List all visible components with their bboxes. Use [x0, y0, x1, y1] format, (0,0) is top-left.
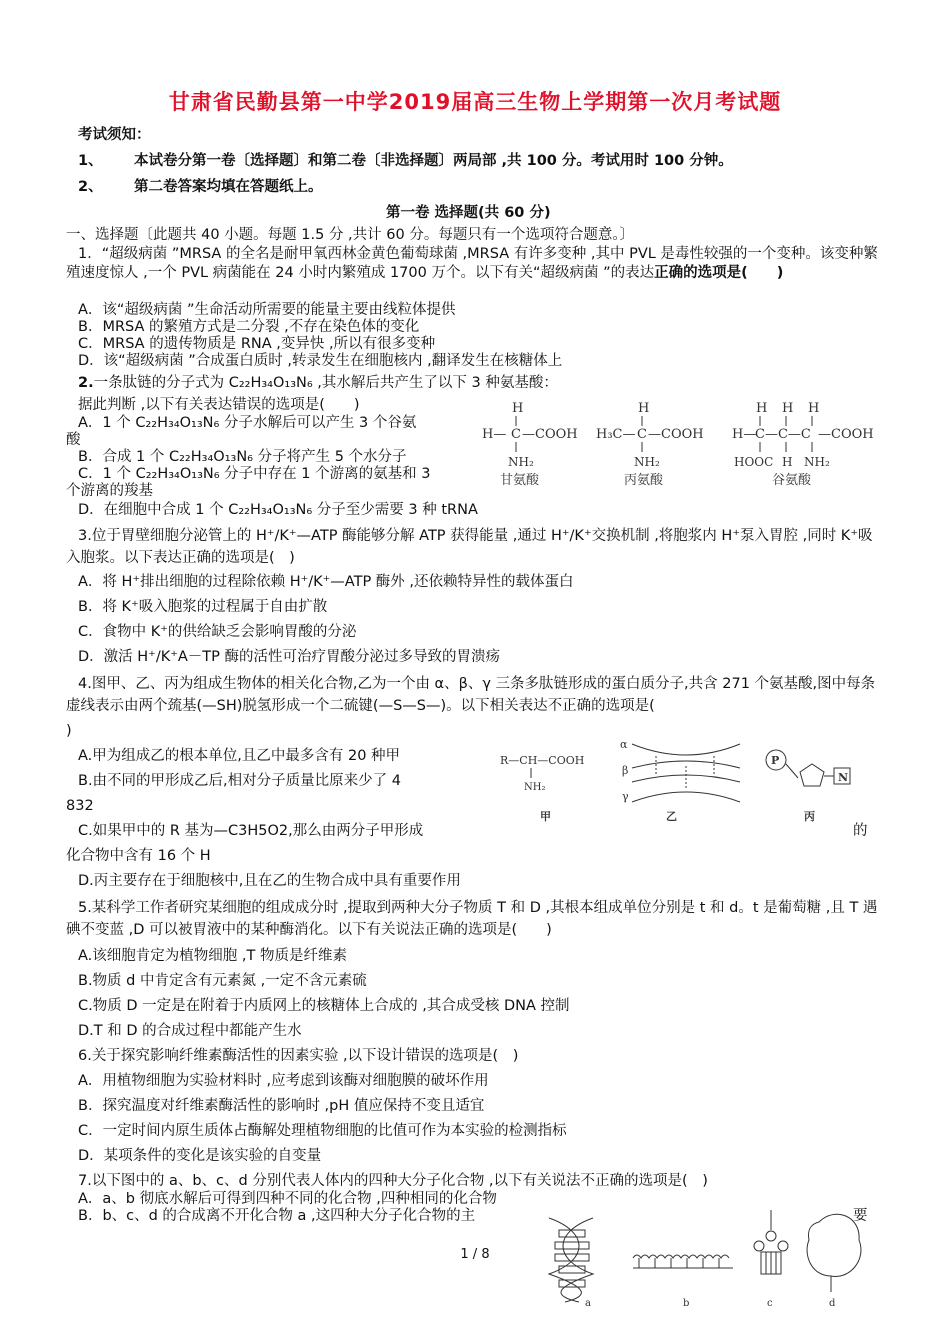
question-4-stem-end: )	[66, 723, 72, 739]
question-5-stem: 5.某科学工作者研究某细胞的组成成分时 ,提取到两种大分子物质 T 和 D ,其根本组成单位分别是 t 和 d。t 是葡萄糖 ,且 T 遇碘不变蓝 ,D 可以被胃液中的某种酶消化。以下有关说法正确的选项是( )	[66, 900, 878, 938]
jia-amino-acid	[500, 754, 584, 823]
svg-text:NH₂: NH₂	[634, 455, 660, 469]
q4-option-d: D.丙主要存在于细胞核中,且在乙的生物合成中具有重要作用	[78, 873, 461, 889]
bing-label: 丙	[804, 810, 815, 823]
svg-text:—COOH: —COOH	[818, 427, 874, 442]
q5-option-a: A.该细胞肯定为植物细胞 ,T 物质是纤维素	[78, 948, 347, 964]
svg-text:NH₂: NH₂	[804, 455, 830, 469]
bing-nucleotide	[766, 750, 850, 823]
label-c: c	[767, 1298, 773, 1309]
q2-option-c: C．1 个 C₂₂H₃₄O₁₃N₆ 分子中存在 1 个游离的氨基和 3	[78, 466, 431, 482]
svg-text:HOOC: HOOC	[734, 455, 774, 469]
svg-text:NH₂: NH₂	[508, 455, 534, 469]
q7-option-b: B．b、c、d 的合成离不开化合物 a ,这四种大分子化合物的主	[78, 1208, 476, 1224]
q4-compounds-figure	[498, 738, 858, 826]
q3-option-c: C．食物中 K⁺的供给缺乏会影响胃酸的分泌	[78, 624, 357, 640]
svg-text:H: H	[512, 401, 524, 416]
q1-option-c: C．MRSA 的遗传物质是 RNA ,变异快 ,所以有很多变种	[78, 336, 436, 352]
svg-text:H: H	[782, 455, 793, 469]
notice-item-text: 第二卷答案均填在答题纸上。	[134, 179, 323, 195]
svg-text:α: α	[620, 738, 628, 751]
yi-protein	[620, 738, 740, 823]
yi-label: 乙	[666, 810, 677, 823]
question-2-sub: 据此判断 ,以下有关表达错误的选项是( )	[78, 397, 360, 413]
amino-acid-structures-figure	[478, 398, 878, 493]
base-label: N	[838, 771, 849, 784]
glycine-label: 甘氨酸	[500, 473, 540, 488]
glutamate-structure	[732, 401, 874, 488]
notice-item-text: 本试卷分第一卷〔选择题〕和第二卷〔非选择题〕两局部 ,共 100 分。考试用时 100 分钟。	[134, 153, 733, 169]
q1-option-b: B．MRSA 的繁殖方式是二分裂 ,不存在染色体的变化	[78, 319, 420, 335]
svg-text:C: C	[511, 427, 521, 442]
q4-option-b-cont: 832	[66, 798, 94, 814]
alanine-label: 丙氨酸	[624, 473, 664, 488]
svg-text:H: H	[782, 401, 794, 416]
q2-option-c-cont: 个游离的羧基	[66, 483, 153, 499]
svg-text:C: C	[637, 427, 647, 442]
document-title: 甘肃省民勤县第一中学2019届高三生物上学期第一次月考试题	[168, 90, 782, 114]
q2-option-d: D．在细胞中合成 1 个 C₂₂H₃₄O₁₃N₆ 分子至少需要 3 种 tRNA	[78, 502, 478, 518]
question-4-stem: 4.图甲、乙、丙为组成生物体的相关化合物,乙为一个由 α、β、γ 三条多肽链形成的蛋白质分子,共含 271 个氨基酸,图中每条虚线表示由两个巯基(—SH)脱氢形成一个二硫键(—S—S—)。以下相关表达不正确的选项是(	[66, 676, 876, 714]
label-d: d	[829, 1298, 836, 1309]
q3-option-a: A．将 H⁺排出细胞的过程除依赖 H⁺/K⁺—ATP 酶外 ,还依赖特异性的载体蛋白	[78, 574, 574, 590]
q3-option-b: B．将 K⁺吸入胞浆的过程属于自由扩散	[78, 599, 328, 615]
svg-text:β: β	[622, 764, 629, 777]
q7-option-b-cont: 要	[853, 1208, 868, 1224]
question-1-stem: 1．“超级病菌 ”MRSA 的全名是耐甲氧西林金黄色葡萄球菌 ,MRSA 有许多变种 ,其中 PVL 是毒性较强的一个变种。该变种繁殖速度惊人 ,一个 PVL 病菌能在 24 小时内繁殖成 1700 万个。以下有关“超级病菌 ”的表达正确的选项是( )	[66, 246, 878, 281]
q4-option-c-cont: 的	[853, 823, 868, 839]
q1-option-d: D．该“超级病菌 ”合成蛋白质时 ,转录发生在细胞核内 ,翻译发生在核糖体上	[78, 353, 563, 369]
notice-item-num: 2、	[78, 179, 103, 195]
svg-text:C—C—C: C—C—C	[755, 427, 811, 442]
svg-text:H₃C—: H₃C—	[596, 427, 636, 442]
label-b: b	[683, 1298, 690, 1309]
svg-text:—COOH: —COOH	[648, 427, 704, 442]
question-6-stem: 6.关于探究影响纤维素酶活性的因素实验 ,以下设计错误的选项是( )	[78, 1048, 519, 1064]
section-intro: 一、选择题〔此题共 40 小题。每题 1.5 分 ,共计 60 分。每题只有一个选项符合题意。〕	[66, 227, 635, 243]
q6-option-b: B．探究温度对纤维素酶活性的影响时 ,pH 值应保持不变且适宜	[78, 1098, 485, 1114]
q5-option-d: D.T 和 D 的合成过程中都能产生水	[78, 1023, 302, 1039]
q4-option-c-cont2: 化合物中含有 16 个 H	[66, 848, 211, 864]
svg-text:H: H	[808, 401, 820, 416]
alanine-structure	[596, 401, 704, 488]
svg-text:—COOH: —COOH	[522, 427, 578, 442]
phosphate-label: P	[771, 754, 780, 767]
notice-item-num: 1、	[78, 153, 103, 169]
q3-option-d: D．激活 H⁺/K⁺A－TP 酶的活性可治疗胃酸分泌过多导致的胃溃疡	[78, 649, 501, 665]
page-number: 1 / 8	[460, 1247, 490, 1262]
q6-option-c: C．一定时间内原生质体占酶解处理植物细胞的比值可作为本实验的检测指标	[78, 1123, 567, 1139]
mrna-strand-b	[633, 1255, 733, 1309]
notice-heading: 考试须知：	[78, 127, 151, 143]
jia-label: 甲	[540, 810, 551, 823]
q2-option-a-cont: 酸	[66, 432, 81, 448]
question-2-stem: 2.一条肽链的分子式为 C₂₂H₃₄O₁₃N₆ ,其水解后共产生了以下 3 种氨基酸：	[78, 375, 558, 391]
q6-option-a: A．用植物细胞为实验材料时 ,应考虑到该酶对细胞膜的破坏作用	[78, 1073, 489, 1089]
svg-text:NH₂: NH₂	[524, 782, 546, 793]
q5-option-b: B.物质 d 中肯定含有元素氮 ,一定不含元素硫	[78, 973, 367, 989]
glutamate-label: 谷氨酸	[772, 473, 812, 488]
svg-text:H—: H—	[482, 427, 507, 442]
dna-double-helix-a	[549, 1218, 593, 1309]
svg-text:R—CH—COOH: R—CH—COOH	[500, 754, 585, 767]
glycine-structure	[482, 401, 578, 488]
q1-option-a: A．该“超级病菌 ”生命活动所需要的能量主要由线粒体提供	[78, 302, 456, 318]
q7-option-a: A．a、b 彻底水解后可得到四种不同的化合物 ,四种相同的化合物	[78, 1191, 497, 1207]
question-3-stem: 3.位于胃壁细胞分泌管上的 H⁺/K⁺—ATP 酶能够分解 ATP 获得能量 ,通过 H⁺/K⁺交换机制 ,将胞浆内 H⁺泵入胃腔 ,同时 K⁺吸入胞浆。以下表达正确的选项是( )	[66, 528, 873, 566]
label-a: a	[585, 1298, 591, 1309]
svg-text:H: H	[756, 401, 768, 416]
section-title: 第一卷 选择题(共 60 分)	[386, 205, 551, 221]
q2-option-a: A．1 个 C₂₂H₃₄O₁₃N₆ 分子水解后可以产生 3 个谷氨	[78, 415, 417, 431]
q5-option-c: C.物质 D 一定是在附着于内质网上的核糖体上合成的 ,其合成受核 DNA 控制	[78, 998, 570, 1014]
q4-option-c: C.如果甲中的 R 基为—C3H5O2,那么由两分子甲形成	[78, 823, 424, 839]
q4-option-a: A.甲为组成乙的根本单位,且乙中最多含有 20 种甲	[78, 748, 401, 764]
q2-option-b: B．合成 1 个 C₂₂H₃₄O₁₃N₆ 分子将产生 5 个水分子	[78, 449, 407, 465]
q6-option-d: D．某项条件的变化是该实验的自变量	[78, 1148, 322, 1164]
svg-text:H: H	[638, 401, 650, 416]
q4-option-b: B.由不同的甲形成乙后,相对分子质量比原来少了 4	[78, 773, 401, 789]
question-7-stem: 7.以下图中的 a、b、c、d 分别代表人体内的四种大分子化合物 ,以下有关说法不正确的选项是( )	[78, 1173, 708, 1189]
svg-text:H—: H—	[732, 427, 757, 442]
svg-text:γ: γ	[622, 790, 629, 803]
